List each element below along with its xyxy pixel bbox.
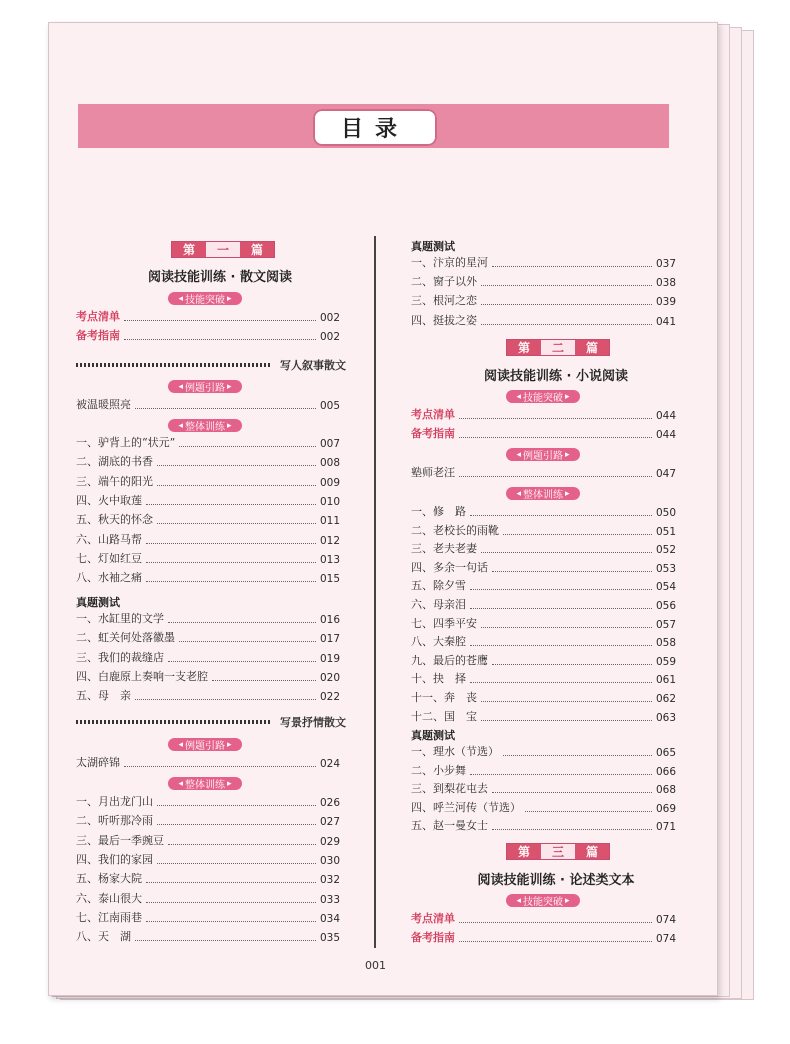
column-divider (374, 236, 376, 948)
toc-entry-page: 011 (319, 515, 340, 528)
toc-entry-title: 五、除夕雪 (411, 579, 466, 593)
dot-leader (492, 571, 652, 572)
dot-leader (525, 811, 652, 812)
toc-entry[interactable] (411, 505, 676, 519)
page-title: 目录 (313, 109, 437, 146)
toc-entry[interactable] (76, 911, 340, 925)
toc-entry-page: 074 (655, 914, 676, 926)
toc-entry-page: 053 (655, 562, 676, 575)
toc-entry-page: 013 (319, 553, 340, 566)
skill-pill: ◂ 技能突破 ▸ (168, 292, 242, 305)
dot-leader (481, 720, 652, 721)
page-number: 001 (365, 959, 386, 972)
toc-entry-title: 备考指南 (76, 328, 120, 342)
toc-entry-page: 002 (319, 312, 340, 324)
toc-entry-page: 063 (655, 711, 676, 724)
toc-entry-title: 七、江南雨巷 (76, 910, 142, 924)
toc-entry-title: 一、修 路 (411, 505, 466, 518)
toc-entry[interactable] (76, 612, 340, 626)
toc-entry-page: 016 (319, 614, 340, 626)
section-heading-2 (76, 715, 346, 728)
toc-entry-title: 五、秋天的怀念 (76, 513, 153, 527)
toc-entry-page: 033 (319, 893, 340, 906)
toc-entry-page: 032 (319, 874, 340, 887)
toc-entry-title: 八、大秦腔 (411, 635, 466, 649)
toc-entry-page: 065 (655, 747, 676, 759)
dot-leader (179, 446, 316, 447)
toc-entry[interactable] (411, 598, 676, 612)
toc-entry[interactable] (76, 475, 340, 489)
toc-entry-title: 五、杨家大院 (76, 872, 142, 886)
toc-entry[interactable] (411, 782, 676, 796)
toc-entry-page: 044 (655, 410, 676, 422)
toc-entry-page: 038 (655, 277, 676, 290)
toc-entry[interactable] (411, 466, 676, 480)
test-label: 真题测试 (411, 729, 455, 742)
toc-entry[interactable] (411, 275, 676, 289)
part-char: 三 (541, 844, 575, 859)
toc-entry-title: 八、水袖之痛 (76, 571, 142, 585)
toc-entry[interactable] (411, 764, 676, 778)
toc-entry-title: 一、驴背上的“状元” (76, 436, 176, 449)
toc-entry-title: 一、水缸里的文学 (76, 612, 164, 625)
toc-entry-title: 七、灯如红豆 (76, 551, 142, 565)
toc-entry[interactable] (411, 635, 676, 649)
train-pill: ◂ 整体训练 ▸ (168, 777, 242, 790)
toc-entry-title: 考点清单 (411, 912, 455, 925)
toc-entry-title: 三、我们的裁缝店 (76, 650, 164, 664)
toc-entry-page: 017 (319, 633, 340, 646)
toc-entry-page: 024 (319, 758, 340, 770)
toc-entry-title: 二、听听那冷雨 (76, 814, 153, 828)
toc-entry[interactable] (411, 819, 676, 833)
dot-leader (481, 285, 652, 286)
toc-entry-title: 五、母 亲 (76, 689, 131, 703)
dot-leader (124, 766, 316, 767)
example-pill: ◂ 例题引路 ▸ (168, 738, 242, 751)
toc-entry-title: 一、月出龙门山 (76, 795, 153, 808)
toc-entry-title: 一、理水（节选） (411, 745, 499, 758)
dot-leader (157, 805, 316, 806)
dot-leader (503, 534, 652, 535)
toc-entry-page: 050 (655, 507, 676, 519)
toc-entry[interactable] (411, 427, 676, 441)
toc-entry-page: 054 (655, 581, 676, 594)
toc-entry-title: 四、呼兰河传（节选） (411, 800, 521, 814)
toc-entry-page: 008 (319, 457, 340, 470)
part-label-2 (506, 339, 610, 356)
toc-entry-page: 010 (319, 495, 340, 508)
toc-entry-title: 二、虹关何处落徽墨 (76, 631, 175, 645)
toc-entry-page: 066 (655, 765, 676, 778)
toc-entry[interactable] (411, 408, 676, 422)
part-title-3: 阅读技能训练 · 论述类文本 (477, 873, 635, 888)
toc-entry-title: 十二、国 宝 (411, 709, 477, 723)
train-pill: ◂ 整体训练 ▸ (168, 419, 242, 432)
toc-entry-title: 二、小步舞 (411, 763, 466, 777)
toc-entry-page: 009 (319, 476, 340, 489)
toc-entry[interactable] (76, 513, 340, 527)
toc-entry-page: 056 (655, 600, 676, 612)
dot-leader (157, 465, 316, 466)
toc-entry-page: 015 (319, 573, 340, 586)
toc-entry[interactable] (76, 872, 340, 886)
dot-leader (135, 699, 316, 700)
toc-entry-page: 041 (655, 315, 676, 328)
toc-entry-title: 四、多余一句话 (411, 560, 488, 574)
toc-entry-page: 037 (655, 258, 676, 270)
section-bar (76, 720, 272, 724)
toc-entry[interactable] (76, 756, 340, 770)
dot-leader (157, 523, 316, 524)
dot-leader (168, 844, 316, 845)
toc-entry-page: 052 (655, 544, 676, 557)
dot-leader (157, 485, 316, 486)
toc-entry[interactable] (76, 533, 340, 547)
toc-entry-title: 三、老夫老妻 (411, 542, 477, 556)
dot-leader (459, 476, 652, 477)
toc-entry[interactable] (76, 853, 340, 867)
toc-entry[interactable] (411, 542, 676, 556)
toc-entry[interactable] (76, 631, 340, 645)
toc-entry-page: 062 (655, 693, 676, 705)
toc-entry-title: 塾师老汪 (411, 466, 455, 479)
toc-entry[interactable] (76, 814, 340, 828)
toc-entry[interactable] (411, 256, 676, 270)
toc-entry[interactable] (411, 691, 676, 705)
toc-entry-page: 059 (655, 655, 676, 668)
skill-pill: ◂ 技能突破 ▸ (506, 894, 580, 907)
dot-leader (481, 324, 652, 325)
dot-leader (135, 940, 316, 941)
toc-entry-page: 019 (319, 652, 340, 665)
toc-entry[interactable] (411, 579, 676, 593)
toc-entry[interactable] (411, 654, 676, 668)
dot-leader (146, 581, 316, 582)
toc-entry-page: 074 (655, 932, 676, 945)
toc-entry-title: 四、我们的家园 (76, 852, 153, 866)
toc-entry-page: 027 (319, 816, 340, 829)
toc-entry-page: 069 (655, 802, 676, 815)
toc-entry-page: 026 (319, 797, 340, 809)
part-char: 一 (206, 242, 240, 257)
toc-entry-page: 002 (319, 330, 340, 343)
toc-entry[interactable] (76, 494, 340, 508)
toc-entry-title: 考点清单 (411, 408, 455, 421)
toc-entry[interactable] (76, 310, 340, 324)
section-title: 写人叙事散文 (280, 358, 346, 372)
toc-entry-title: 三、最后一季豌豆 (76, 833, 164, 847)
part-label-1 (171, 241, 275, 258)
part-title-2: 阅读技能训练 · 小说阅读 (484, 369, 628, 384)
toc-entry-title: 六、山路马帮 (76, 532, 142, 546)
dot-leader (470, 774, 652, 775)
dot-leader (459, 941, 652, 942)
toc-entry[interactable] (411, 294, 676, 308)
toc-entry-title: 三、根河之恋 (411, 294, 477, 308)
dot-leader (459, 418, 652, 419)
toc-entry-page: 058 (655, 637, 676, 650)
toc-entry[interactable] (76, 892, 340, 906)
toc-entry[interactable] (76, 670, 340, 684)
dot-leader (459, 922, 652, 923)
toc-entry[interactable] (76, 455, 340, 469)
toc-entry-title: 五、赵一曼女士 (411, 819, 488, 833)
toc-entry-page: 012 (319, 534, 340, 547)
toc-entry-title: 备考指南 (411, 930, 455, 944)
part-char: 二 (541, 340, 575, 355)
dot-leader (481, 701, 652, 702)
section-title: 写景抒情散文 (280, 715, 346, 729)
toc-entry[interactable] (411, 617, 676, 631)
toc-entry[interactable] (411, 561, 676, 575)
example-pill: ◂ 例题引路 ▸ (168, 380, 242, 393)
toc-entry[interactable] (411, 710, 676, 724)
dot-leader (146, 504, 316, 505)
toc-entry-title: 八、天 湖 (76, 930, 131, 944)
toc-entry-title: 二、窗子以外 (411, 275, 477, 289)
toc-entry[interactable] (76, 834, 340, 848)
toc-entry-page: 061 (655, 674, 676, 687)
toc-entry-page: 007 (319, 438, 340, 450)
toc-entry[interactable] (76, 930, 340, 944)
dot-leader (168, 622, 316, 623)
example-pill: ◂ 例题引路 ▸ (506, 448, 580, 461)
dot-leader (459, 437, 652, 438)
toc-entry-title: 六、母亲泪 (411, 598, 466, 611)
toc-entry[interactable] (411, 931, 676, 945)
toc-entry-title: 四、白鹿原上奏响一支老腔 (76, 669, 208, 683)
toc-entry-title: 太湖碎锦 (76, 756, 120, 769)
skill-pill: ◂ 技能突破 ▸ (506, 390, 580, 403)
toc-entry-page: 005 (319, 400, 340, 412)
toc-entry-page: 044 (655, 428, 676, 441)
dot-leader (157, 863, 316, 864)
section-bar (76, 363, 272, 367)
dot-leader (481, 304, 652, 305)
dot-leader (146, 882, 316, 883)
toc-entry[interactable] (76, 329, 340, 343)
toc-entry-title: 七、四季平安 (411, 616, 477, 630)
dot-leader (146, 921, 316, 922)
dot-leader (492, 266, 652, 267)
toc-entry-title: 二、湖底的书香 (76, 455, 153, 469)
toc-entry[interactable] (76, 398, 340, 412)
test-label: 真题测试 (76, 596, 120, 609)
test-label: 真题测试 (411, 240, 455, 253)
toc-entry-title: 考点清单 (76, 310, 120, 323)
dot-leader (470, 589, 652, 590)
toc-entry-title: 十一、奔 丧 (411, 691, 477, 704)
dot-leader (135, 408, 316, 409)
part-char: 篇 (240, 242, 274, 257)
toc-entry-page: 020 (319, 671, 340, 684)
dot-leader (124, 320, 316, 321)
dot-leader (146, 562, 316, 563)
dot-leader (470, 645, 652, 646)
toc-entry[interactable] (411, 672, 676, 686)
part-char: 第 (507, 340, 541, 355)
toc-entry-page: 039 (655, 296, 676, 309)
toc-entry-title: 六、泰山很大 (76, 891, 142, 905)
toc-entry-page: 029 (319, 835, 340, 848)
toc-entry[interactable] (76, 436, 340, 450)
toc-entry[interactable] (76, 651, 340, 665)
part-char: 篇 (575, 340, 609, 355)
toc-entry[interactable] (411, 801, 676, 815)
dot-leader (212, 680, 316, 681)
part-char: 篇 (575, 844, 609, 859)
part-label-3 (506, 843, 610, 860)
dot-leader (179, 641, 316, 642)
toc-entry-page: 022 (319, 691, 340, 704)
toc-entry-page: 035 (319, 932, 340, 945)
dot-leader (470, 682, 652, 683)
toc-entry-page: 030 (319, 854, 340, 867)
toc-entry-page: 034 (319, 912, 340, 925)
dot-leader (124, 339, 316, 340)
toc-entry[interactable] (411, 745, 676, 759)
dot-leader (492, 829, 652, 830)
dot-leader (168, 661, 316, 662)
dot-leader (492, 664, 652, 665)
toc-entry-title: 三、端午的阳光 (76, 474, 153, 488)
toc-entry-page: 051 (655, 525, 676, 538)
toc-entry[interactable] (76, 795, 340, 809)
toc-entry-title: 九、最后的苍鹰 (411, 653, 488, 667)
dot-leader (481, 552, 652, 553)
toc-entry-page: 047 (655, 468, 676, 480)
toc-entry-title: 十、抉 择 (411, 672, 466, 686)
toc-entry-title: 四、挺拔之姿 (411, 313, 477, 327)
toc-entry-title: 被温暖照亮 (76, 398, 131, 411)
part-char: 第 (172, 242, 206, 257)
part-char: 第 (507, 844, 541, 859)
toc-entry-title: 二、老校长的雨靴 (411, 523, 499, 537)
dot-leader (146, 902, 316, 903)
toc-entry-page: 068 (655, 784, 676, 797)
toc-entry[interactable] (76, 552, 340, 566)
train-pill: ◂ 整体训练 ▸ (506, 487, 580, 500)
dot-leader (146, 543, 316, 544)
section-heading-1 (76, 358, 346, 371)
toc-entry[interactable] (411, 524, 676, 538)
dot-leader (157, 824, 316, 825)
toc-entry-title: 四、火中取莲 (76, 493, 142, 507)
toc-entry-page: 071 (655, 821, 676, 834)
toc-entry[interactable] (411, 912, 676, 926)
toc-entry-title: 三、到梨花屯去 (411, 782, 488, 796)
toc-entry-title: 备考指南 (411, 426, 455, 440)
dot-leader (470, 608, 652, 609)
toc-entry[interactable] (76, 689, 340, 703)
toc-entry[interactable] (411, 314, 676, 328)
dot-leader (481, 627, 652, 628)
dot-leader (492, 792, 652, 793)
dot-leader (470, 515, 652, 516)
toc-entry[interactable] (76, 571, 340, 585)
toc-entry-page: 057 (655, 618, 676, 631)
toc-entry-title: 一、汴京的星河 (411, 256, 488, 269)
part-title-1: 阅读技能训练 · 散文阅读 (148, 270, 292, 285)
dot-leader (503, 755, 652, 756)
